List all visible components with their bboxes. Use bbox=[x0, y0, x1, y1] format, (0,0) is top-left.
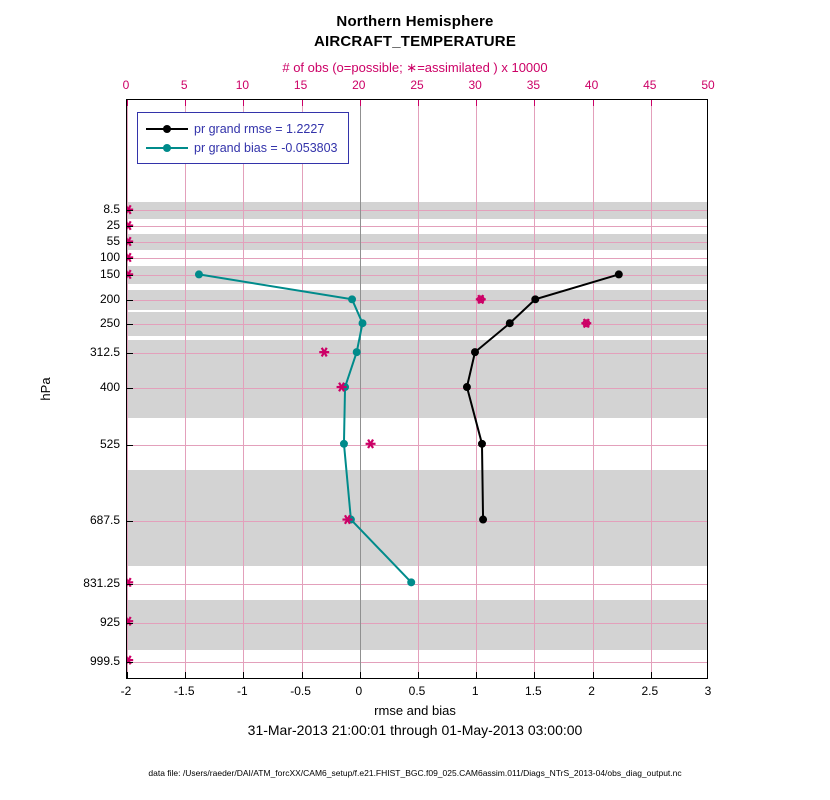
y-tick-label: 55 bbox=[106, 234, 120, 248]
top-tick-label: 30 bbox=[468, 78, 482, 92]
y-tick-mark bbox=[127, 275, 133, 276]
series-marker bbox=[479, 516, 487, 524]
y-tick-mark bbox=[127, 226, 133, 227]
y-tick-mark bbox=[127, 210, 133, 211]
y-tick-label: 250 bbox=[99, 316, 120, 330]
data-file-footer: data file: /Users/raeder/DAI/ATM_forcXX/CAM6_setup/f.e21.FHIST_BGC.f09_025.CAM6assim.011/Diags_NTrS_2013-04/obs_diag_output.nc bbox=[148, 768, 682, 778]
assimilated-obs-marker bbox=[126, 617, 133, 626]
top-tick-mark bbox=[127, 100, 128, 106]
top-tick-mark bbox=[185, 100, 186, 106]
legend bbox=[137, 112, 349, 164]
x-tick-mark bbox=[651, 672, 652, 678]
y-tick-label: 687.5 bbox=[89, 513, 120, 527]
y-tick-label: 831.25 bbox=[83, 576, 120, 590]
bottom-tick-label: -1.5 bbox=[173, 684, 195, 698]
series-marker bbox=[195, 270, 203, 278]
y-tick-label: 100 bbox=[99, 250, 120, 264]
bottom-tick-label: -1 bbox=[237, 684, 248, 698]
legend-label-bias: pr grand bias = -0.053803 bbox=[194, 140, 338, 155]
y-tick-mark bbox=[127, 584, 133, 585]
y-tick-label: 312.5 bbox=[89, 345, 120, 359]
y-tick-mark bbox=[127, 623, 133, 624]
top-tick-mark bbox=[476, 100, 477, 106]
series-marker bbox=[340, 440, 348, 448]
y-axis-label: hPa bbox=[38, 377, 53, 401]
top-axis-label: # of obs (o=possible; ∗=assimilated ) x 10000 bbox=[282, 60, 548, 75]
x-tick-mark bbox=[534, 672, 535, 678]
top-tick-label: 0 bbox=[122, 78, 130, 92]
bottom-tick-label: 2 bbox=[588, 684, 595, 698]
top-tick-mark bbox=[243, 100, 244, 106]
bottom-tick-label: -2 bbox=[120, 684, 132, 698]
top-tick-mark bbox=[360, 100, 361, 106]
y-tick-label: 400 bbox=[99, 380, 120, 394]
top-tick-mark bbox=[302, 100, 303, 106]
legend-item-rmse bbox=[146, 119, 338, 138]
y-tick-label: 8.5 bbox=[103, 202, 120, 216]
y-tick-mark bbox=[127, 324, 133, 325]
x-tick-mark bbox=[593, 672, 594, 678]
x-tick-mark bbox=[360, 672, 361, 678]
top-tick-label: 40 bbox=[584, 78, 599, 92]
bottom-tick-label: -0.5 bbox=[290, 684, 311, 698]
plot-area bbox=[126, 99, 708, 679]
series-marker bbox=[463, 383, 471, 391]
top-tick-label: 10 bbox=[235, 78, 250, 92]
bottom-tick-label: 1 bbox=[471, 684, 479, 698]
top-tick-mark bbox=[651, 100, 652, 106]
assimilated-obs-marker bbox=[126, 656, 133, 665]
y-tick-mark bbox=[127, 662, 133, 663]
date-range: 31-Mar-2013 21:00:01 through 01-May-2013 03:00:00 bbox=[247, 722, 583, 738]
bottom-tick-label: 2.5 bbox=[641, 684, 659, 698]
chart-title bbox=[0, 12, 830, 52]
legend-swatch-rmse bbox=[146, 123, 188, 135]
series-marker bbox=[506, 319, 514, 327]
bottom-tick-label: 0.5 bbox=[408, 684, 426, 698]
y-tick-label: 999.5 bbox=[89, 654, 120, 668]
top-tick-mark bbox=[534, 100, 535, 106]
x-tick-mark bbox=[185, 672, 186, 678]
top-tick-label: 5 bbox=[180, 78, 188, 92]
top-tick-label: 45 bbox=[643, 78, 657, 92]
y-tick-label: 150 bbox=[99, 267, 120, 281]
y-tick-mark bbox=[127, 445, 133, 446]
assimilated-obs-marker bbox=[319, 348, 329, 357]
y-tick-label: 925 bbox=[99, 615, 120, 629]
title-line-1: Northern Hemisphere bbox=[336, 13, 494, 30]
y-tick-mark bbox=[127, 300, 133, 301]
bottom-tick-label: 1.5 bbox=[525, 684, 542, 698]
title-line-2: AIRCRAFT_TEMPERATURE bbox=[313, 33, 517, 50]
assimilated-obs-marker bbox=[366, 440, 376, 449]
legend-label-rmse: pr grand rmse = 1.2227 bbox=[194, 121, 325, 136]
bottom-tick-label: 0 bbox=[355, 684, 363, 698]
x-axis-label: rmse and bias bbox=[374, 703, 456, 718]
y-tick-mark bbox=[127, 388, 133, 389]
legend-item-bias bbox=[146, 138, 338, 157]
top-tick-mark bbox=[418, 100, 419, 106]
legend-swatch-bias bbox=[146, 142, 188, 154]
x-tick-mark bbox=[476, 672, 477, 678]
series-marker bbox=[471, 348, 479, 356]
top-tick-label: 25 bbox=[410, 78, 424, 92]
series-marker bbox=[348, 295, 356, 303]
series-marker bbox=[531, 295, 539, 303]
top-tick-mark bbox=[593, 100, 594, 106]
y-tick-mark bbox=[127, 258, 133, 259]
top-tick-label: 35 bbox=[526, 78, 541, 92]
series-marker bbox=[407, 578, 415, 586]
x-tick-mark bbox=[127, 672, 128, 678]
assimilated-obs-marker bbox=[126, 578, 133, 587]
series-marker bbox=[478, 440, 486, 448]
y-tick-label: 200 bbox=[99, 292, 120, 306]
series-marker bbox=[353, 348, 361, 356]
x-tick-mark bbox=[302, 672, 303, 678]
bottom-tick-label: 3 bbox=[704, 684, 712, 698]
x-tick-mark bbox=[243, 672, 244, 678]
y-tick-mark bbox=[127, 353, 133, 354]
data-series-layer bbox=[127, 100, 707, 678]
top-tick-label: 20 bbox=[352, 78, 366, 92]
top-tick-label: 15 bbox=[293, 78, 308, 92]
y-tick-mark bbox=[127, 521, 133, 522]
x-tick-mark bbox=[418, 672, 419, 678]
series-line bbox=[467, 274, 619, 519]
series-marker bbox=[359, 319, 367, 327]
series-line bbox=[199, 274, 411, 582]
y-tick-mark bbox=[127, 242, 133, 243]
y-tick-label: 525 bbox=[99, 437, 120, 451]
series-marker bbox=[615, 270, 623, 278]
top-tick-label: 50 bbox=[701, 78, 715, 92]
y-tick-label: 25 bbox=[106, 218, 120, 232]
